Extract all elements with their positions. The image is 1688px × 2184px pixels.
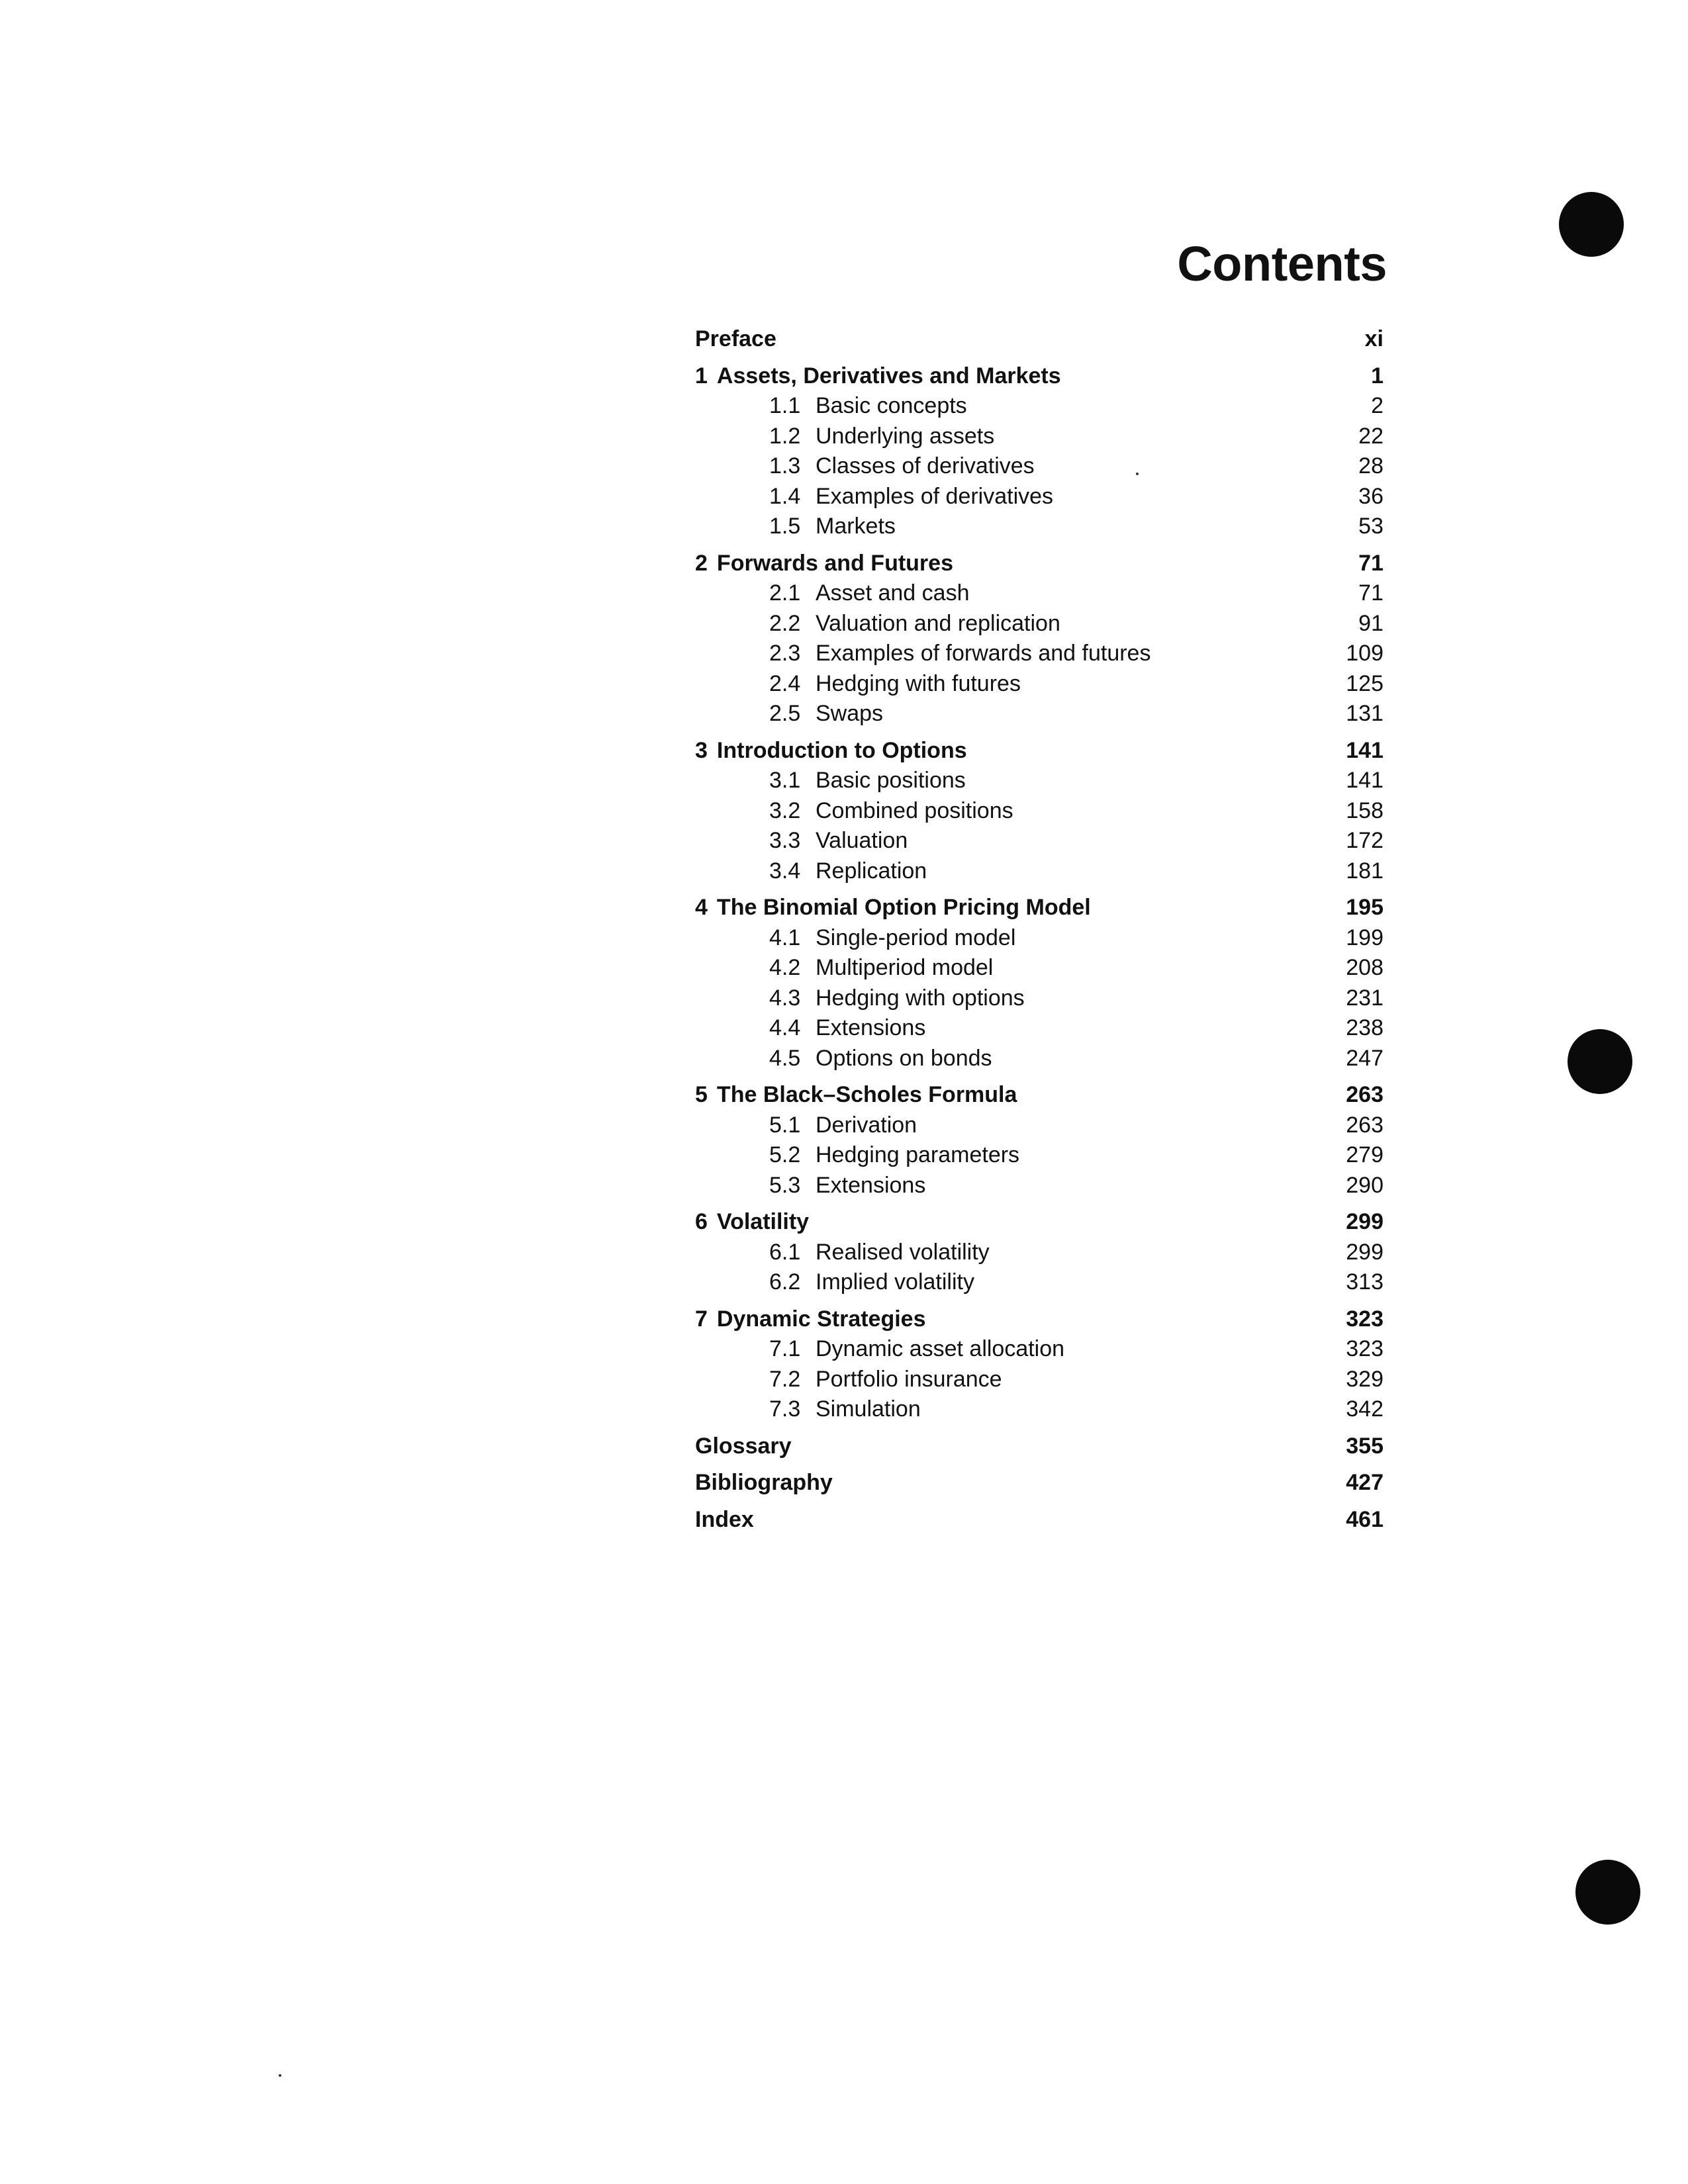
entry-page-number: 238: [1346, 1015, 1383, 1040]
entry-page-number: 181: [1346, 858, 1383, 884]
entry-title: Asset and cash: [816, 580, 970, 606]
entry-page-number: 125: [1346, 670, 1383, 696]
entry-number: 4.4: [769, 1015, 801, 1040]
entry-title: Underlying assets: [816, 423, 995, 449]
entry-page-number: 231: [1346, 985, 1383, 1011]
entry-page-number: 109: [1346, 641, 1383, 666]
toc-section-entry: [695, 422, 1383, 452]
entry-title: Realised volatility: [816, 1239, 990, 1265]
entry-number: 2.3: [769, 641, 801, 666]
entry-page-number: 355: [1346, 1433, 1383, 1459]
entry-title: Basic positions: [816, 768, 966, 793]
toc-section-entry: [695, 923, 1383, 954]
entry-title: Introduction to Options: [716, 737, 967, 763]
entry-page-number: 22: [1358, 423, 1383, 449]
toc-section-entry: [695, 482, 1383, 512]
entry-number: 1.2: [769, 423, 801, 449]
page-title: Contents: [1177, 236, 1387, 291]
entry-title: Hedging with options: [816, 985, 1025, 1011]
entry-number: 1: [695, 363, 708, 388]
entry-number: 6.1: [769, 1239, 801, 1265]
entry-title: Multiperiod model: [816, 955, 994, 980]
entry-page-number: 299: [1346, 1239, 1383, 1265]
toc-section-entry: [695, 1044, 1383, 1074]
toc-section-entry: [695, 1394, 1383, 1425]
toc-chapter-entry: [695, 1080, 1383, 1111]
entry-number: 1.3: [769, 453, 801, 478]
entry-page-number: xi: [1364, 326, 1383, 351]
entry-title: Assets, Derivatives and Markets: [716, 363, 1061, 388]
toc-section-entry: [695, 609, 1383, 639]
toc-section-entry: [695, 1111, 1383, 1141]
binder-hole-top: [1559, 192, 1624, 257]
entry-number: 2.5: [769, 701, 801, 726]
toc-section-entry: [695, 669, 1383, 700]
entry-page-number: 172: [1346, 828, 1383, 853]
toc-section-entry: [695, 1267, 1383, 1298]
entry-number: 6: [695, 1209, 708, 1234]
entry-number: 5.2: [769, 1142, 801, 1167]
toc-section-entry: [695, 578, 1383, 609]
entry-number: 4.1: [769, 925, 801, 950]
entry-title: Derivation: [816, 1112, 917, 1138]
toc-section-entry: [695, 639, 1383, 669]
entry-page-number: 2: [1371, 393, 1383, 418]
toc-section-entry: [695, 1140, 1383, 1171]
entry-page-number: 427: [1346, 1470, 1383, 1495]
toc-chapter-entry: [695, 361, 1383, 392]
entry-title: Bibliography: [695, 1470, 833, 1495]
toc-section-entry: [695, 1238, 1383, 1268]
entry-page-number: 131: [1346, 701, 1383, 726]
entry-number: 3.3: [769, 828, 801, 853]
entry-number: 4: [695, 895, 708, 920]
entry-number: 7.2: [769, 1366, 801, 1392]
entry-page-number: 279: [1346, 1142, 1383, 1167]
entry-number: 2.1: [769, 580, 801, 606]
toc-section-entry: [695, 1013, 1383, 1044]
entry-page-number: 263: [1346, 1112, 1383, 1138]
entry-page-number: 71: [1358, 550, 1383, 576]
entry-page-number: 28: [1358, 453, 1383, 478]
entry-page-number: 199: [1346, 925, 1383, 950]
entry-page-number: 247: [1346, 1045, 1383, 1071]
entry-page-number: 141: [1346, 737, 1383, 763]
entry-title: Basic concepts: [816, 393, 967, 418]
entry-page-number: 299: [1346, 1209, 1383, 1234]
entry-number: 5: [695, 1082, 708, 1107]
entry-title: Forwards and Futures: [716, 550, 953, 576]
toc-section-entry: [695, 512, 1383, 542]
entry-title: Classes of derivatives: [816, 453, 1035, 478]
entry-title: Valuation and replication: [816, 610, 1060, 636]
entry-page-number: 195: [1346, 895, 1383, 920]
toc-section-entry: [695, 796, 1383, 827]
entry-page-number: 323: [1346, 1336, 1383, 1361]
entry-title: Glossary: [695, 1433, 792, 1459]
entry-number: 4.2: [769, 955, 801, 980]
entry-page-number: 313: [1346, 1269, 1383, 1295]
entry-title: Extensions: [816, 1015, 926, 1040]
entry-number: 7: [695, 1306, 708, 1332]
entry-title: The Black–Scholes Formula: [716, 1082, 1017, 1107]
entry-title: Implied volatility: [816, 1269, 974, 1295]
toc-chapter-entry: [695, 893, 1383, 923]
entry-number: 5.3: [769, 1172, 801, 1198]
toc-section-entry: [695, 983, 1383, 1014]
toc-section-entry: [695, 1365, 1383, 1395]
toc-chapter-entry: [695, 324, 1383, 355]
toc-section-entry: [695, 699, 1383, 729]
toc-section-entry: [695, 1334, 1383, 1365]
entry-number: 7.3: [769, 1396, 801, 1422]
entry-page-number: 36: [1358, 483, 1383, 509]
toc-section-entry: [695, 1171, 1383, 1201]
entry-number: 4.5: [769, 1045, 801, 1071]
entry-title: Portfolio insurance: [816, 1366, 1002, 1392]
entry-number: 6.2: [769, 1269, 801, 1295]
toc-chapter-entry: [695, 1304, 1383, 1335]
entry-page-number: 1: [1371, 363, 1383, 388]
entry-title: Single-period model: [816, 925, 1016, 950]
entry-title: Swaps: [816, 701, 884, 726]
entry-number: 3.1: [769, 768, 801, 793]
entry-page-number: 263: [1346, 1082, 1383, 1107]
entry-title: Volatility: [716, 1209, 810, 1234]
scan-speck: [279, 2074, 281, 2077]
table-of-contents: [695, 324, 1383, 1535]
entry-title: Extensions: [816, 1172, 926, 1198]
entry-title: Options on bonds: [816, 1045, 992, 1071]
entry-title: The Binomial Option Pricing Model: [716, 895, 1091, 920]
entry-page-number: 141: [1346, 768, 1383, 793]
entry-page-number: 91: [1358, 610, 1383, 636]
toc-chapter-entry: [695, 736, 1383, 766]
entry-page-number: 208: [1346, 955, 1383, 980]
entry-title: Markets: [816, 514, 896, 539]
entry-page-number: 329: [1346, 1366, 1383, 1392]
entry-title: Replication: [816, 858, 927, 884]
entry-title: Combined positions: [816, 797, 1013, 823]
toc-chapter-entry: [695, 549, 1383, 579]
entry-number: 1.4: [769, 483, 801, 509]
toc-chapter-entry: [695, 1432, 1383, 1462]
entry-number: 7.1: [769, 1336, 801, 1361]
entry-number: 3: [695, 737, 708, 763]
toc-chapter-entry: [695, 1505, 1383, 1535]
entry-title: Hedging with futures: [816, 670, 1021, 696]
entry-title: Simulation: [816, 1396, 921, 1422]
entry-number: 5.1: [769, 1112, 801, 1138]
toc-section-entry: [695, 826, 1383, 856]
entry-title: Hedging parameters: [816, 1142, 1020, 1167]
toc-section-entry: [695, 953, 1383, 983]
entry-number: 4.3: [769, 985, 801, 1011]
toc-section-entry: [695, 766, 1383, 796]
entry-page-number: 461: [1346, 1506, 1383, 1532]
entry-page-number: 323: [1346, 1306, 1383, 1332]
entry-number: 2.4: [769, 670, 801, 696]
entry-title: Dynamic Strategies: [716, 1306, 926, 1332]
entry-number: 2.2: [769, 610, 801, 636]
binder-hole-middle: [1568, 1029, 1632, 1094]
binder-hole-bottom: [1575, 1860, 1640, 1925]
entry-title: Examples of forwards and futures: [816, 641, 1151, 666]
entry-page-number: 158: [1346, 797, 1383, 823]
entry-page-number: 342: [1346, 1396, 1383, 1422]
toc-section-entry: [695, 856, 1383, 887]
entry-number: 1.1: [769, 393, 801, 418]
entry-title: Examples of derivatives: [816, 483, 1054, 509]
toc-chapter-entry: [695, 1468, 1383, 1498]
entry-title: Preface: [695, 326, 776, 351]
entry-title: Dynamic asset allocation: [816, 1336, 1065, 1361]
toc-chapter-entry: [695, 1207, 1383, 1238]
entry-page-number: 71: [1358, 580, 1383, 606]
toc-section-entry: [695, 451, 1383, 482]
entry-number: 2: [695, 550, 708, 576]
entry-number: 3.2: [769, 797, 801, 823]
entry-page-number: 290: [1346, 1172, 1383, 1198]
toc-section-entry: [695, 391, 1383, 422]
entry-number: 1.5: [769, 514, 801, 539]
entry-title: Index: [695, 1506, 754, 1532]
entry-page-number: 53: [1358, 514, 1383, 539]
entry-title: Valuation: [816, 828, 908, 853]
entry-number: 3.4: [769, 858, 801, 884]
